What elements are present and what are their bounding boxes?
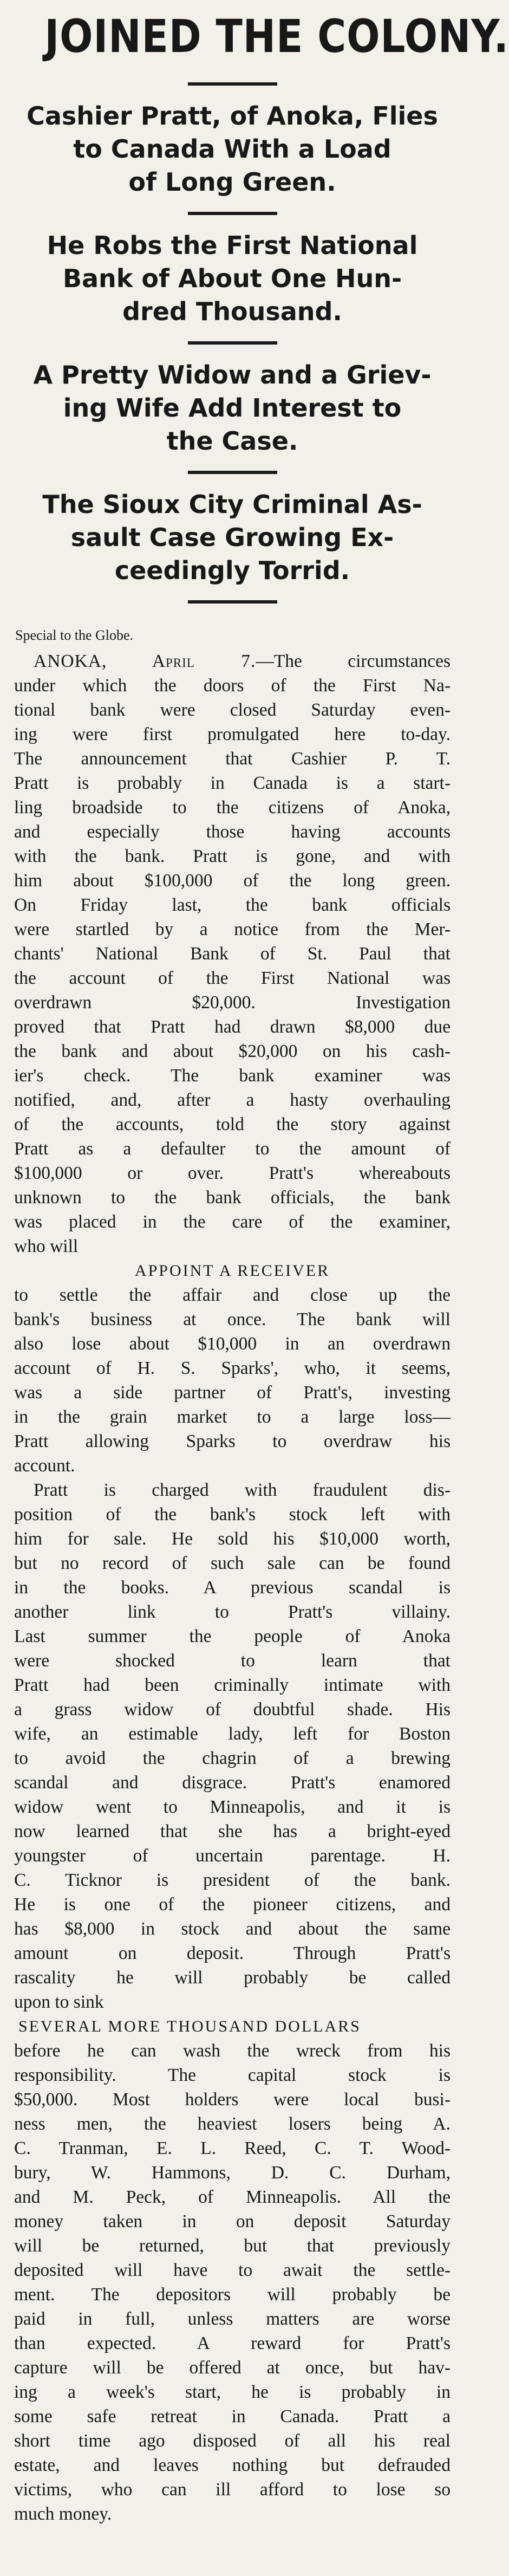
text-line: to settle the affair and close up the [14,1285,451,1305]
text-line: $50,000. Most holders were local busi- [14,2090,451,2110]
text-line: The announcement that Cashier P. T. [14,749,451,769]
text-line: and M. Peck, of Minneapolis. All the [14,2187,451,2207]
text-line: Pratt is probably in Canada is a start- [14,773,451,793]
text-line: victims, who can ill afford to lose so [14,2480,451,2500]
text-line: account. [14,1456,75,1476]
text-line: will be returned, but that previously [14,2236,451,2256]
text-line: the account of the First National was [14,968,451,988]
section-rule [188,212,277,215]
text-line: than expected. A reward for Pratt's [14,2333,451,2353]
text-line: were shocked to learn that [14,1651,451,1671]
text-line: the bank and about $20,000 on his cash- [14,1041,451,1061]
text-line: C. Tranman, E. L. Reed, C. T. Wood- [14,2138,451,2158]
text-line: Pratt is charged with fraudulent dis- [34,1480,451,1500]
text-line: ing were first promulgated here to-day. [14,724,451,744]
deck-line: He Robs the First National [47,231,418,260]
text-line: bury, W. Hammons, D. C. Durham, [14,2163,451,2183]
deck-2 [14,229,451,328]
text-line: paid in full, unless matters are worse [14,2309,451,2329]
text-line: tional bank were closed Saturday even- [14,700,451,720]
section-rule [188,600,277,604]
text-line: short time ago disposed of all his real [14,2431,451,2451]
deck-line: The Sioux City Criminal As- [42,490,422,519]
text-line: ness men, the heaviest losers being A. [14,2114,451,2134]
text-line: ling broadside to the citizens of Anoka, [14,797,451,817]
text-line: under which the doors of the First Na- [14,676,451,696]
text-line: rascality he will probably be called [14,1968,451,1988]
text-line: Last summer the people of Anoka [14,1626,451,1646]
subheading: SEVERAL MORE THOUSAND DOLLARS [18,2017,361,2035]
text-line: Pratt had been criminally intimate with [14,1675,451,1695]
text-line: of the accounts, told the story against [14,1114,451,1134]
byline: Special to the Globe. [15,627,134,643]
text-line: now learned that she has a bright-eyed [14,1821,451,1841]
text-line: him about $100,000 of the long green. [14,871,451,891]
text-line: and especially those having accounts [14,822,451,842]
dateline: ANOKA, April 7. [34,651,256,671]
text-line: but no record of such sale can be found [14,1553,451,1573]
text-line: were startled by a notice from the Mer- [14,919,451,939]
text-line: responsibility. The capital stock is [14,2065,451,2085]
deck-line: Bank of About One Hun- [62,264,402,293]
text-line: also lose about $10,000 in an overdrawn [14,1334,451,1354]
deck-line: of Long Green. [128,167,336,197]
text-line: C. Ticknor is president of the bank. [14,1870,451,1890]
text-line: On Friday last, the bank officials [14,895,451,915]
headline: JOINED THE COLONY. [44,10,509,63]
text-line: ANOKA, April 7.—The circumstances [34,651,451,671]
text-line: another link to Pratt's villainy. [14,1602,451,1622]
text-line: in the books. A previous scandal is [14,1578,451,1598]
text-line: position of the bank's stock left with [14,1504,451,1524]
deck-line: ceedingly Torrid. [114,556,350,585]
text-line: ing a week's start, he is probably in [14,2382,451,2402]
deck-line: Cashier Pratt, of Anoka, Flies [27,101,438,131]
text-line: chants' National Bank of St. Paul that [14,944,451,964]
deck-line: sault Case Growing Ex- [70,523,394,552]
deck-line: A Pretty Widow and a Griev- [33,360,432,390]
text-line: much money. [14,2504,112,2524]
text-line: youngster of uncertain parentage. H. [14,1846,451,1866]
text-line: upon to sink [14,1992,104,2012]
text-line: notified, and, after a hasty overhauling [14,1090,451,1110]
deck-line: the Case. [166,426,298,456]
deck-line: dred Thousand. [122,297,342,326]
text-line: Pratt allowing Sparks to overdraw his [14,1431,451,1451]
deck-line: to Canada With a Load [73,134,391,164]
text-line: was a side partner of Pratt's, investing [14,1383,451,1403]
text-line: He is one of the pioneer citizens, and [14,1894,451,1915]
text-line: money taken in on deposit Saturday [14,2211,451,2231]
text-line: ment. The depositors will probably be [14,2285,451,2305]
section-rule [188,341,277,345]
text-line: amount on deposit. Through Pratt's [14,1943,451,1963]
text-line: scandal and disgrace. Pratt's enamored [14,1773,451,1793]
subheading: APPOINT A RECEIVER [134,1262,330,1280]
section-rule [188,471,277,474]
text-line: a grass widow of doubtful shade. His [14,1699,451,1720]
text-line: widow went to Minneapolis, and it is [14,1797,451,1817]
text-line: who will [14,1236,79,1256]
text-line: to avoid the chagrin of a brewing [14,1748,451,1768]
text-line: proved that Pratt had drawn $8,000 due [14,1017,451,1037]
text-line: $100,000 or over. Pratt's whereabouts [14,1163,451,1183]
text-line: bank's business at once. The bank will [14,1309,451,1329]
text-line: account of H. S. Sparks', who, it seems, [14,1358,451,1378]
text-line: estate, and leaves nothing but defrauded [14,2455,451,2475]
text-line: unknown to the bank officials, the bank [14,1188,451,1208]
deck-4 [14,488,451,587]
text-line: ier's check. The bank examiner was [14,1066,451,1086]
text-line: was placed in the care of the examiner, [14,1212,451,1232]
deck-line: ing Wife Add Interest to [63,393,402,423]
text-line: in the grain market to a large loss— [14,1407,451,1427]
article-body [14,622,451,2526]
text-line: has $8,000 in stock and about the same [14,1919,451,1939]
text-line: deposited will have to await the settle- [14,2260,451,2280]
text-line: Pratt as a defaulter to the amount of [14,1139,451,1159]
text-line: overdrawn $20,000. Investigation [14,992,451,1013]
text-line: wife, an estimable lady, left for Boston [14,1724,451,1744]
section-rule [188,82,277,86]
text-line: with the bank. Pratt is gone, and with [14,846,451,866]
text-line: him for sale. He sold his $10,000 worth, [14,1529,451,1549]
text-line: before he can wash the wreck from his [14,2041,451,2061]
deck-3 [14,359,451,458]
deck-1 [14,100,451,199]
text-line: some safe retreat in Canada. Pratt a [14,2406,451,2426]
text-line: capture will be offered at once, but hav- [14,2358,451,2378]
